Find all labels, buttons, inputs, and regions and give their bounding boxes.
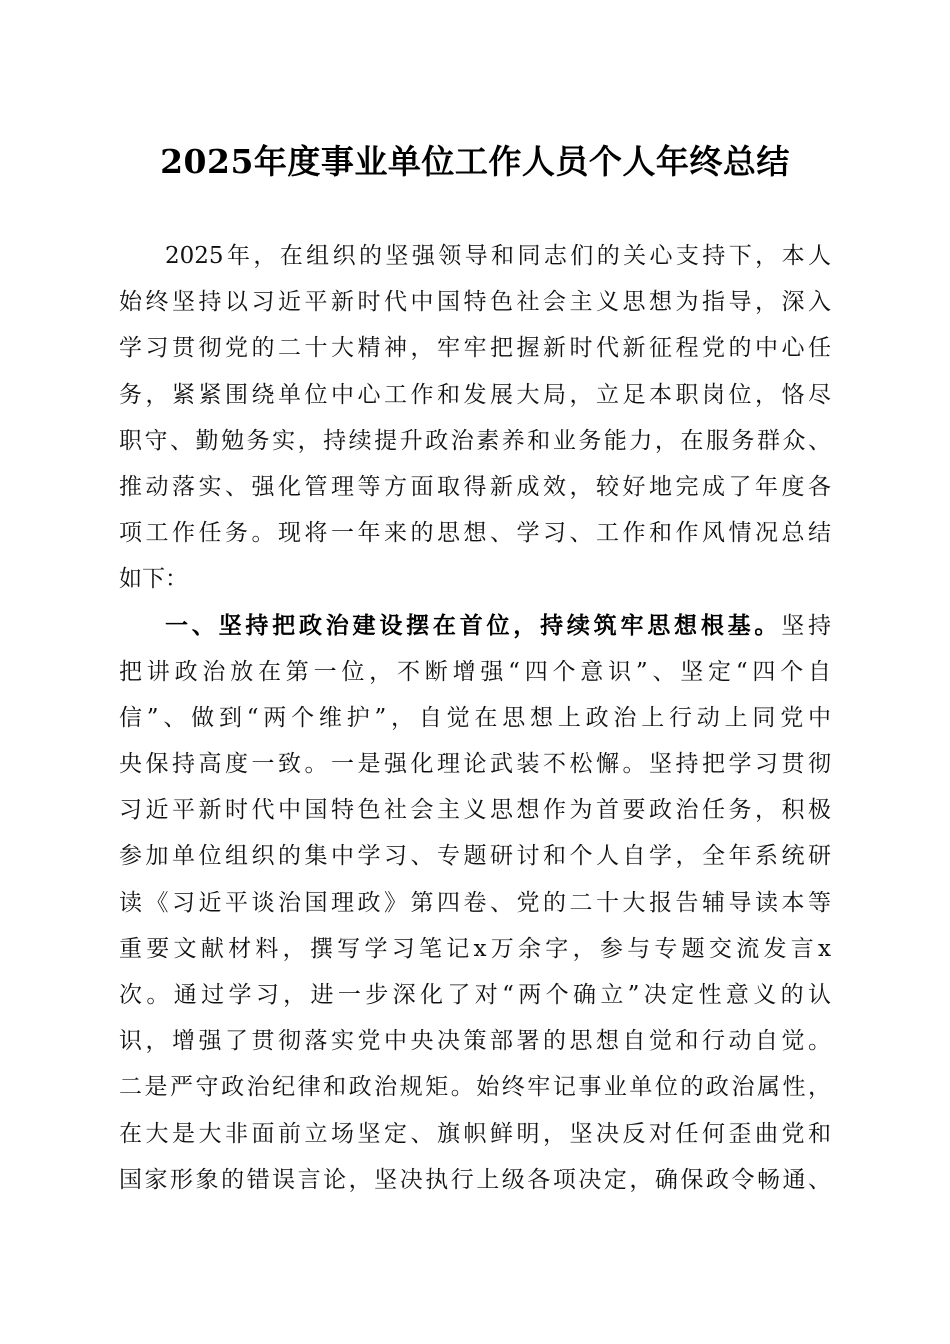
document-title: 2025年度事业单位工作人员个人年终总结: [160, 142, 790, 181]
intro-paragraph: [119, 233, 831, 603]
paragraph-line: 习近平新时代中国特色社会主义思想作为首要政治任务，积极: [119, 797, 831, 824]
paragraph-line: 央保持高度一致。一是强化理论武装不松懈。坚持把学习贯彻: [119, 751, 831, 778]
paragraph-line: 如下：: [119, 566, 188, 593]
section-1-first-line-text: 坚持: [781, 612, 832, 639]
section-1-first-line: [119, 603, 831, 649]
paragraph-line: 读《习近平谈治国理政》第四卷、党的二十大报告辅导读本等: [119, 889, 831, 916]
document-body: [119, 233, 831, 1203]
paragraph-line: 重要文献材料，撰写学习笔记x万余字，参与专题交流发言x: [119, 935, 831, 962]
paragraph-line: 务，紧紧围绕单位中心工作和发展大局，立足本职岗位，恪尽: [119, 381, 831, 408]
paragraph-line: 参加单位组织的集中学习、专题研讨和个人自学，全年系统研: [119, 843, 831, 870]
paragraph-line: 2025年，在组织的坚强领导和同志们的关心支持下，本人: [165, 243, 831, 269]
paragraph-line: 信”、做到“两个维护”，自觉在思想上政治上行动上同党中: [119, 704, 831, 731]
paragraph-line: 次。通过学习，进一步深化了对“两个确立”决定性意义的认: [119, 982, 831, 1008]
paragraph-line: 推动落实、强化管理等方面取得新成效，较好地完成了年度各: [119, 473, 831, 500]
paragraph-line: 项工作任务。现将一年来的思想、学习、工作和作风情况总结: [119, 520, 831, 547]
paragraph-line: 学习贯彻党的二十大精神，牢牢把握新时代新征程党的中心任: [119, 335, 831, 362]
paragraph-line: 识，增强了贯彻落实党中央决策部署的思想自觉和行动自觉。: [119, 1028, 831, 1055]
section-1-paragraph: [119, 603, 831, 1203]
paragraph-line: 职守、勤勉务实，持续提升政治素养和业务能力，在服务群众、: [119, 427, 831, 454]
paragraph-line: 国家形象的错误言论，坚决执行上级各项决定，确保政令畅通、: [119, 1166, 831, 1193]
paragraph-line: 始终坚持以习近平新时代中国特色社会主义思想为指导，深入: [119, 289, 831, 316]
paragraph-line: 在大是大非面前立场坚定、旗帜鲜明，坚决反对任何歪曲党和: [119, 1120, 831, 1147]
paragraph-line: 把讲政治放在第一位，不断增强“四个意识”、坚定“四个自: [119, 658, 831, 685]
section-1-heading: 一、坚持把政治建设摆在首位，持续筑牢思想根基。: [165, 611, 782, 639]
paragraph-line: 二是严守政治纪律和政治规矩。始终牢记事业单位的政治属性，: [119, 1074, 831, 1101]
